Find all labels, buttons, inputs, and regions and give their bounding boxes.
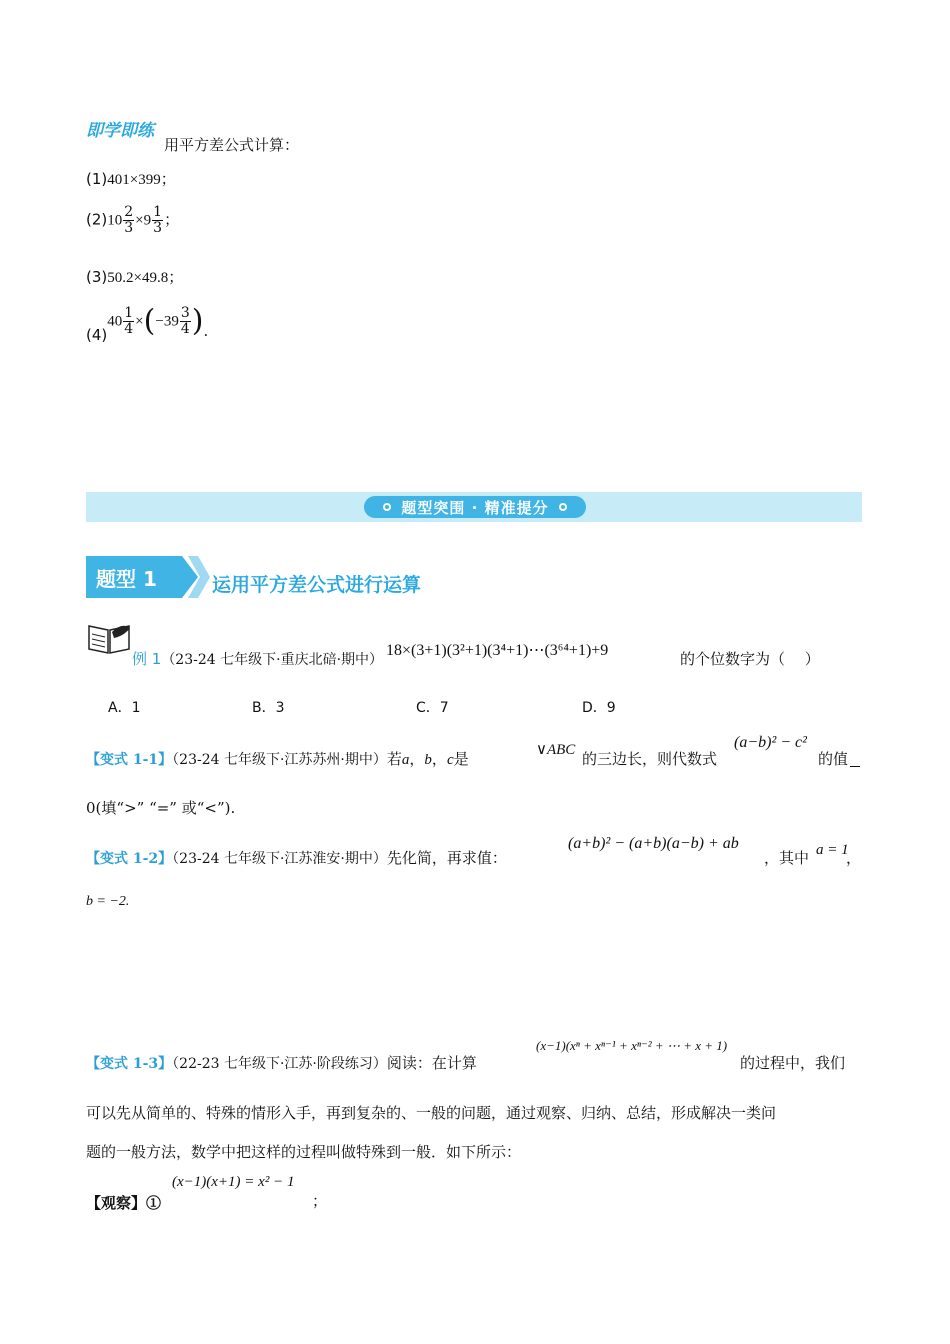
variant-1-1-line2: 0(填“>” “=” 或“<”). <box>86 799 236 817</box>
observe-expression: (x−1)(x+1) = x² − 1 <box>172 1174 295 1190</box>
variant-1-1-text: 的三边长，则代数式 <box>582 750 718 768</box>
type-title: 运用平方差公式进行运算 <box>212 574 422 596</box>
practice-item-3: (3)50.2×49.8； <box>86 268 184 286</box>
variant-1-3-line2: 可以先从简单的、特殊的情形入手，再到复杂的、一般的问题，通过观察、归纳、总结，形成解决一类问 <box>86 1104 777 1122</box>
variant-1-1-tail: 的值 <box>818 750 849 768</box>
practice-item-4: (4)40 $\frac{1}{4}$ ×(−39 $\frac{3}{4}$ ). <box>86 303 209 344</box>
book-icon <box>86 620 132 656</box>
example-1-question: 的个位数字为（ ） <box>680 650 820 668</box>
observe-line: 【观察】① <box>86 1194 162 1212</box>
option-d[interactable]: D．9 <box>582 700 616 716</box>
banner-label: 题型突围 · 精准提分 <box>401 498 549 517</box>
practice-item-1: (1)401×399； <box>86 170 176 188</box>
option-a[interactable]: A．1 <box>108 700 141 716</box>
variant-1-3-expression: (x−1)(xⁿ + xⁿ⁻¹ + xⁿ⁻² + ⋯ + x + 1) <box>536 1038 728 1053</box>
type-tag-label: 题型 1 <box>96 567 157 591</box>
variant-1-2-comma: ， <box>846 849 862 867</box>
practice-item-2: (2)10 $\frac{2}{3}$ ×9 $\frac{1}{3}$ ； <box>86 204 180 236</box>
example-1-expression: 18×(3+1)(3²+1)(3⁴+1)⋯(3⁶⁴+1)+9 <box>386 642 609 659</box>
practice-logo: 即学即练 <box>86 121 154 141</box>
variant-1-1-triangle: ∨ABC <box>536 742 576 758</box>
section-banner-pill <box>364 496 586 518</box>
variant-1-1-expression: (a−b)² − c² <box>734 734 807 751</box>
dot-icon <box>383 503 391 511</box>
dot-icon <box>559 503 567 511</box>
variant-1-3-line3: 题的一般方法，数学中把这样的过程叫做特殊到一般．如下所示： <box>86 1143 522 1161</box>
observe-end: ； <box>312 1192 328 1210</box>
variant-1-3: 【变式 1-3】（22-23 七年级下·江苏·阶段练习）阅读：在计算 <box>86 1054 477 1072</box>
variant-1-2-text: ，其中 <box>764 849 810 867</box>
practice-instruction: 用平方差公式计算： <box>164 136 300 154</box>
answer-blank <box>850 766 860 767</box>
option-b[interactable]: B．3 <box>252 700 285 716</box>
variant-1-2-cond-b: b = −2. <box>86 894 130 909</box>
variant-1-2-cond-a: a = 1 <box>816 842 849 858</box>
variant-1-2-expression: (a+b)² − (a+b)(a−b) + ab <box>568 835 739 852</box>
option-c[interactable]: C．7 <box>416 700 449 716</box>
variant-1-1: 【变式 1-1】（23-24 七年级下·江苏苏州·期中）若a，b，c是 <box>86 750 469 768</box>
variant-1-2: 【变式 1-2】（23-24 七年级下·江苏淮安·期中）先化简，再求值： <box>86 849 507 867</box>
variant-1-3-text: 的过程中，我们 <box>740 1054 846 1072</box>
example-1: 例 1（23-24 七年级下·重庆北碚·期中） <box>132 650 384 668</box>
